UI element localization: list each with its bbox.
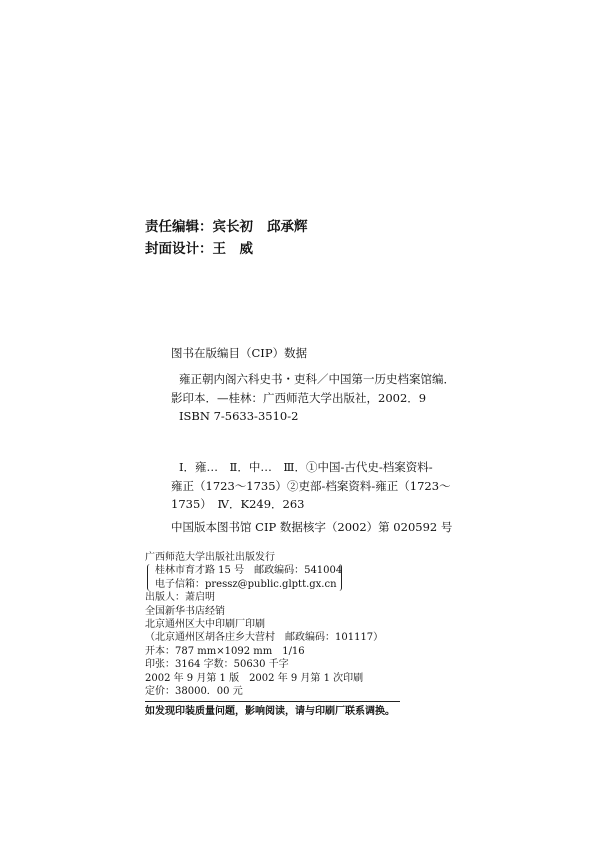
edition-info: 2002 年 9 月第 1 版 2002 年 9 月第 1 次印刷 — [145, 672, 364, 684]
cip-subject-line: Ⅰ．雍… Ⅱ．中… Ⅲ．①中国-古代史-档案资料- — [179, 460, 433, 474]
responsible-editor-name: 宾长初 — [212, 219, 253, 235]
publisher-person: 出版人：萧启明 — [145, 592, 215, 604]
printer: 北京通州区大中印刷厂印刷 — [145, 619, 265, 631]
cip-subject-line: 1735） Ⅳ．K249．263 — [171, 497, 305, 511]
cover-designer-name: 王 威 — [212, 241, 253, 257]
quality-notice: 如发现印装质量问题，影响阅读，请与印刷厂联系调换。 — [145, 701, 400, 718]
cip-entry-line: 雍正朝内阁六科史书・吏科／中国第一历史档案馆编． — [179, 372, 455, 386]
responsible-editor-name: 邱承辉 — [267, 219, 308, 235]
cip-entry-line: 影印本．—桂林：广西师范大学出版社，2002．9 — [171, 390, 427, 405]
publisher-contact — [147, 564, 342, 591]
publisher-email: 电子信箱：pressz@public.glptt.gx.cn — [155, 578, 337, 590]
printer-address: （北京通州区胡各庄乡大营村 邮政编码：101117） — [145, 632, 384, 644]
responsible-editors-row — [145, 216, 308, 238]
cip-subjects — [171, 458, 451, 514]
print-sheets: 印张：3164 字数：50630 千字 — [145, 659, 289, 671]
distributor: 全国新华书店经销 — [145, 605, 225, 617]
cover-designer-label: 封面设计： — [145, 241, 213, 257]
cip-number: 中国版本图书馆 CIP 数据核字（2002）第 020592 号 — [171, 520, 453, 534]
book-format: 开本：787 mm×1092 mm 1/16 — [145, 645, 305, 657]
price: 定价：38000．00 元 — [145, 686, 243, 698]
responsible-editor-label: 责任编辑： — [145, 219, 213, 235]
cip-title: 图书在版编目（CIP）数据 — [171, 346, 308, 360]
cip-isbn: ISBN 7-5633-3510-2 — [179, 409, 299, 423]
cip-subject-line: 雍正（1723～1735）②吏部-档案资料-雍正（1723～ — [171, 478, 451, 493]
editor-credits — [145, 216, 308, 260]
publisher-line: 广西师范大学出版社出版发行 — [145, 552, 275, 563]
publication-info — [145, 551, 405, 719]
publisher-address: 桂林市育才路 15 号 邮政编码：541004 — [155, 565, 343, 577]
cover-designer-row — [145, 238, 308, 260]
cip-entry — [171, 370, 455, 426]
